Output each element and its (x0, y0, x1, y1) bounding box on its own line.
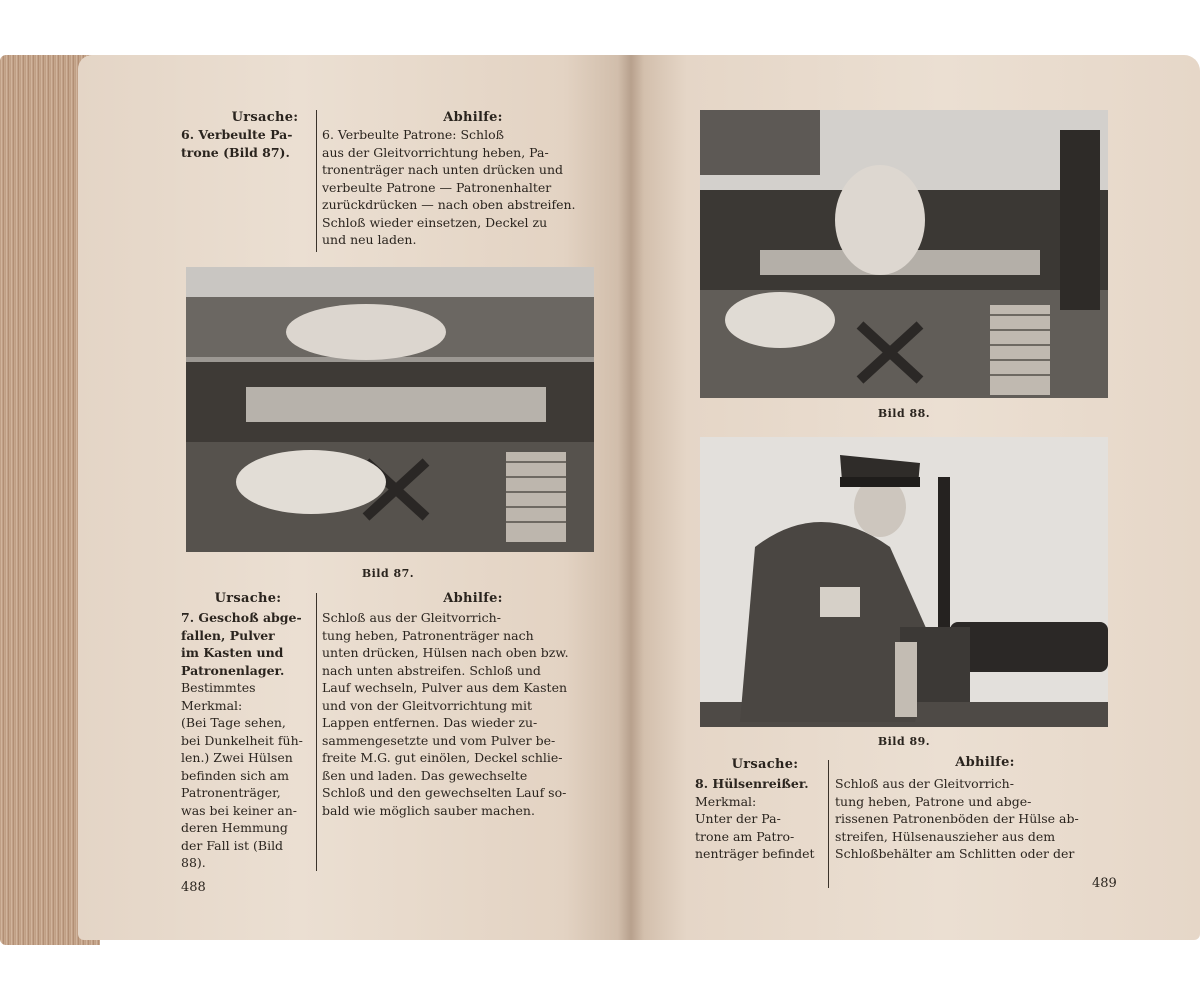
cause-text-8: 8. Hülsenreißer. Merkmal: Unter der Pa- trone am Patro- nenträger befindet (695, 776, 815, 861)
remedy-heading-8: Abhilfe: (955, 755, 1015, 770)
column-divider (316, 593, 317, 871)
remedy-heading-7: Abhilfe: (443, 591, 503, 606)
remedy-text-7: Schloß aus der Gleitvorrich- tung heben, Patronenträger nach unten drücken, Hülsen nach oben bzw. nach unten abstreifen. Schloß und Lauf wechseln, Pulver aus dem Kasten und von der Gleitvorrichtung mit Lappen entfernen. Das wieder zu- sammengesetzte und vom Pulver be- freite M.G. gut einölen, Deckel schlie- ßen und laden. Das gewechselte Schloß und den gewechselten Lauf so- bald wie möglich sauber machen. (322, 610, 569, 818)
caption-bild-89: Bild 89. (877, 735, 931, 748)
caption-bild-88: Bild 88. (877, 407, 931, 420)
remedy-text-8: Schloß aus der Gleitvorrich- tung heben, Patrone und abge- rissenen Patronenböden der Hülse ab- streifen, Hülsenauszieher aus dem Schloßbehälter am Schlitten oder der (835, 776, 1079, 861)
right-page (630, 55, 1200, 940)
cause-heading-7: Ursache: (214, 591, 282, 606)
page-number-left: 488 (181, 880, 206, 895)
cause-text-7: 7. Geschoß abge- fallen, Pulver im Kasten und Patronenlager. Bestimmtes Merkmal: (Bei Tage sehen, bei Dunkelheit füh- len.) Zwei Hülsen befinden sich am Patronenträger, was bei keiner an- deren Hemmung der Fall ist (Bild 88). (181, 610, 303, 870)
remedy-heading-6: Abhilfe: (443, 110, 503, 125)
photo-bild-88 (700, 110, 1108, 398)
book-gutter (618, 55, 644, 940)
remedy-text-6: 6. Verbeulte Patrone: Schloß aus der Gleitvorrichtung heben, Pa- tronenträger nach unten drücken und verbeulte Patrone — Patronenhalter zurückdrücken — nach oben abstreifen. Schloß wieder einsetzen, Deckel zu und neu laden. (322, 127, 576, 247)
open-book (0, 55, 1200, 945)
cause-text-6: 6. Verbeulte Pa- trone (Bild 87). (181, 127, 293, 160)
left-page (78, 55, 630, 940)
photo-bild-87 (186, 267, 594, 552)
photo-bild-89 (700, 437, 1108, 727)
column-divider (828, 760, 829, 888)
caption-bild-87: Bild 87. (361, 567, 415, 580)
cause-heading-6: Ursache: (231, 110, 299, 125)
cause-heading-8: Ursache: (731, 757, 799, 772)
page-number-right: 489 (1092, 876, 1117, 891)
column-divider (316, 110, 317, 252)
